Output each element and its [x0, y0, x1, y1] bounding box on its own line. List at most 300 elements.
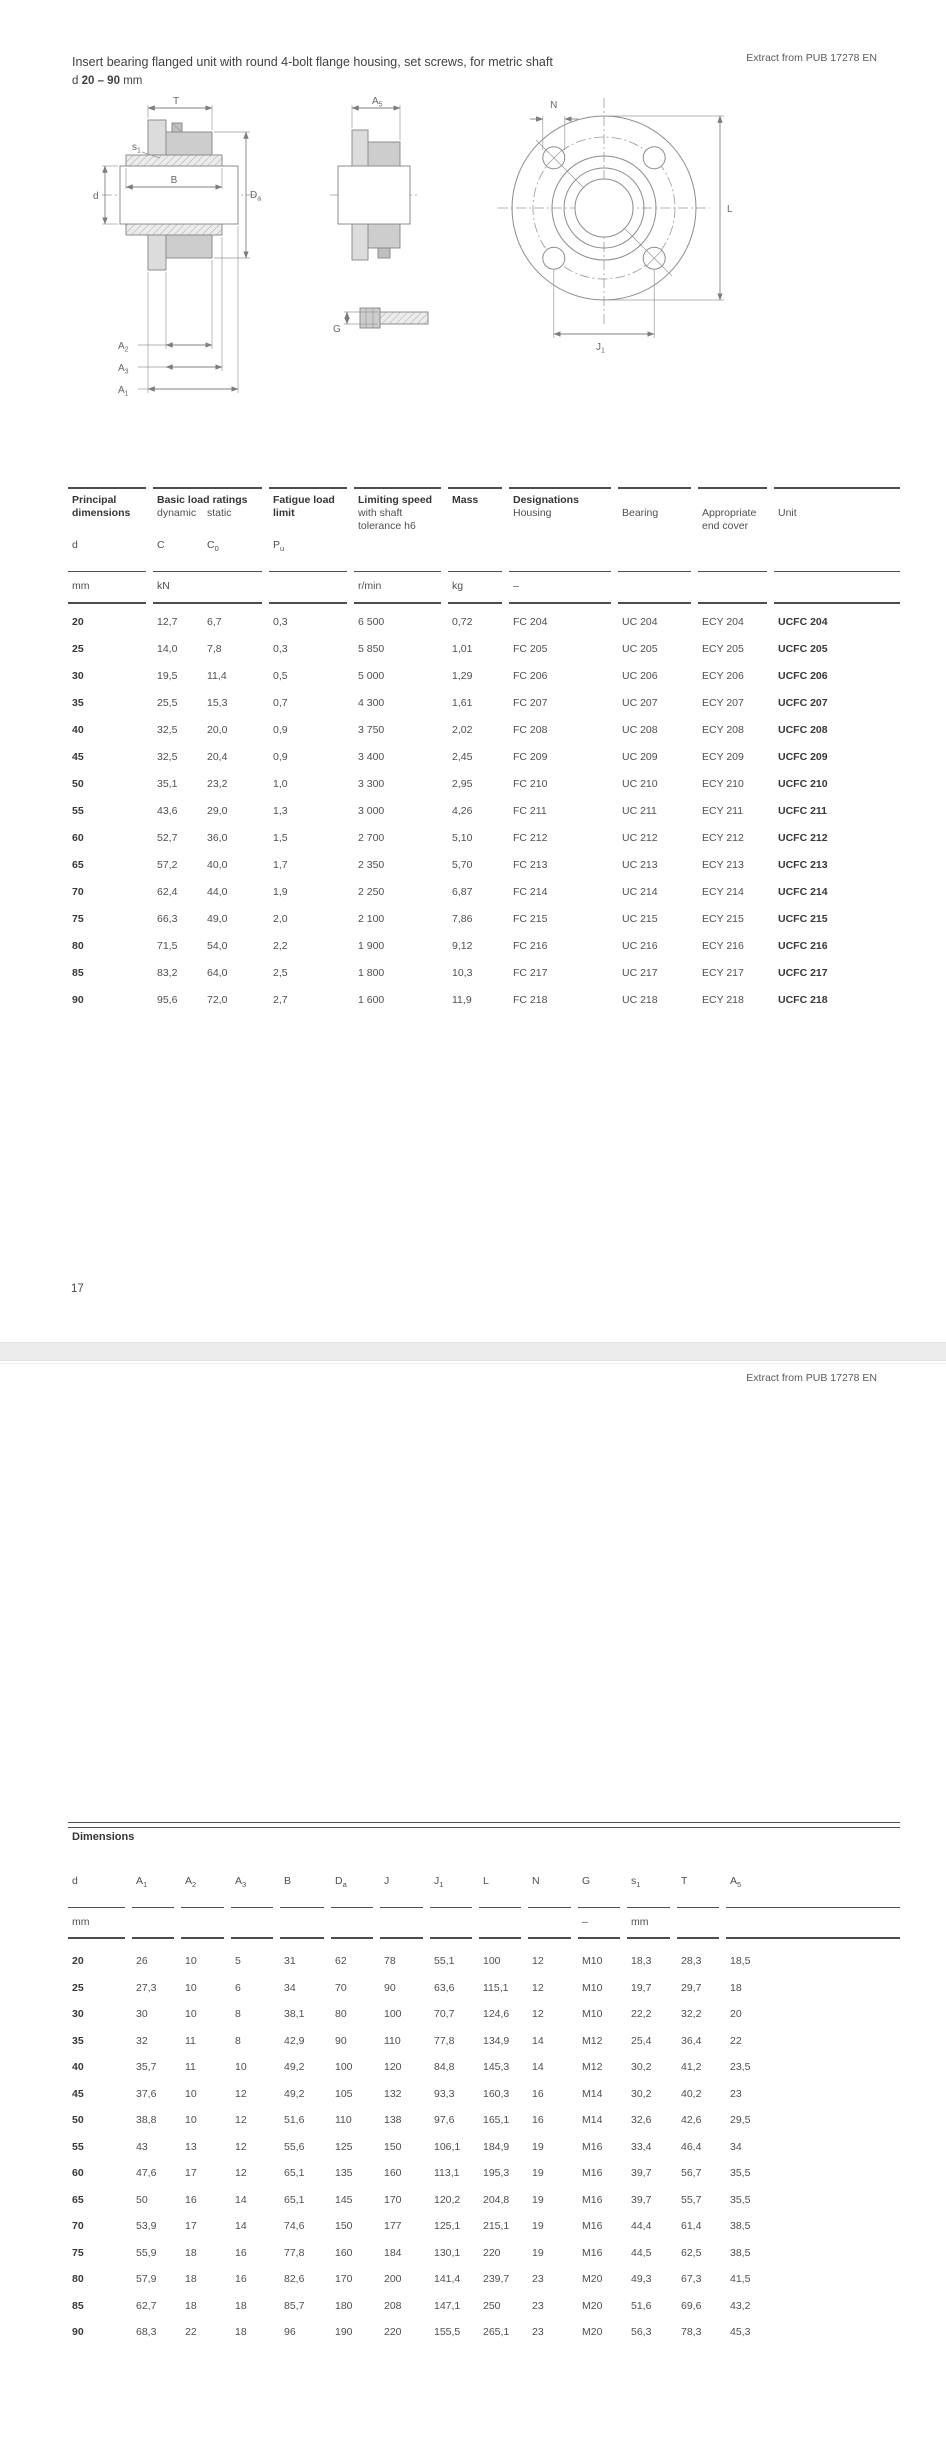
cell-limiting-speed: 2 350 [358, 858, 385, 871]
cell-Da: 125 [335, 2140, 353, 2153]
cell-end-cover: ECY 217 [702, 966, 744, 979]
subtitle-range: 20 – 90 [81, 75, 120, 87]
page-subtitle [72, 75, 142, 87]
cell-G: M16 [582, 2140, 603, 2153]
cell-A3: 8 [235, 2008, 241, 2021]
cell-limiting-speed: 3 000 [358, 804, 385, 817]
cell-A5: 29,5 [730, 2114, 751, 2127]
cell-bearing: UC 215 [622, 912, 658, 925]
cell-A3: 18 [235, 2326, 247, 2339]
col-symbol: G [582, 1875, 591, 1887]
cell-bearing: UC 216 [622, 939, 658, 952]
cell-N: 23 [532, 2326, 544, 2339]
cell-bearing: UC 211 [622, 804, 657, 817]
table-row [68, 689, 900, 716]
cell-G: M10 [582, 2008, 603, 2021]
col-symbol: B [284, 1875, 292, 1887]
cell-bearing: UC 204 [622, 615, 658, 628]
col-symbol-d: d [72, 539, 78, 551]
cell-mass: 1,01 [452, 642, 473, 655]
cell-dynamic-rating: 35,1 [157, 777, 178, 790]
cell-A2: 17 [185, 2167, 197, 2180]
col-header-housing: Housing [513, 507, 552, 519]
page-divider [0, 1342, 946, 1361]
cell-L: 115,1 [483, 1981, 509, 1994]
cell-B: 49,2 [284, 2087, 305, 2100]
cell-s1: 44,4 [631, 2220, 652, 2233]
col-header-limiting-sub2: tolerance h6 [358, 520, 416, 532]
page-number: 17 [71, 1283, 84, 1295]
cell-G: M12 [582, 2061, 603, 2074]
cell-L: 204,8 [483, 2193, 510, 2206]
cell-housing: FC 205 [513, 642, 548, 655]
cell-T: 62,5 [681, 2246, 702, 2259]
cell-d: 55 [72, 804, 84, 817]
cell-limiting-speed: 4 300 [358, 696, 385, 709]
cell-fatigue-limit: 0,9 [273, 723, 288, 736]
cell-T: 78,3 [681, 2326, 702, 2339]
cell-G: M10 [582, 1955, 603, 1968]
cell-d: 50 [72, 777, 84, 790]
cell-mass: 2,45 [452, 750, 473, 763]
cell-A3: 6 [235, 1981, 241, 1994]
col-header-principal: Principal [72, 494, 117, 506]
cell-bearing: UC 217 [622, 966, 658, 979]
table-row [68, 608, 900, 635]
cell-end-cover: ECY 207 [702, 696, 744, 709]
cell-J: 90 [384, 1981, 396, 1994]
cell-N: 19 [532, 2167, 544, 2180]
cell-s1: 49,3 [631, 2273, 652, 2286]
cell-bearing: UC 213 [622, 858, 658, 871]
cell-static-rating: 7,8 [207, 642, 222, 655]
cell-T: 41,2 [681, 2061, 702, 2074]
bolt-hole [643, 147, 665, 169]
cell-A3: 12 [235, 2087, 247, 2100]
cell-housing: FC 206 [513, 669, 548, 682]
cell-A3: 5 [235, 1955, 241, 1968]
cell-A2: 11 [185, 2034, 196, 2047]
cell-A5: 35,5 [730, 2193, 751, 2206]
table-row [68, 959, 900, 986]
cell-N: 12 [532, 1955, 544, 1968]
cell-A1: 43 [136, 2140, 148, 2153]
cell-limiting-speed: 2 250 [358, 885, 385, 898]
cell-A2: 10 [185, 1955, 197, 1968]
cell-housing: FC 208 [513, 723, 548, 736]
subtitle-symbol: d [72, 75, 79, 87]
col-header-limiting-speed: Limiting speed [358, 494, 433, 506]
cell-end-cover: ECY 204 [702, 615, 744, 628]
cell-d: 60 [72, 2167, 84, 2180]
cell-Da: 150 [335, 2220, 353, 2233]
table-row [68, 2054, 900, 2081]
cell-T: 61,4 [681, 2220, 702, 2233]
cell-d: 80 [72, 2273, 84, 2286]
cell-T: 40,2 [681, 2087, 702, 2100]
cell-A2: 17 [185, 2220, 197, 2233]
cell-G: M20 [582, 2299, 603, 2312]
table-row [68, 2160, 900, 2187]
dim-label-Da: $D_a$ [250, 190, 262, 203]
cell-mass: 1,29 [452, 669, 473, 682]
col-symbol: T [681, 1875, 688, 1887]
cell-s1: 56,3 [631, 2326, 652, 2339]
cell-N: 19 [532, 2193, 544, 2206]
cell-fatigue-limit: 1,3 [273, 804, 288, 817]
cell-J1: 113,1 [434, 2167, 460, 2180]
cell-N: 23 [532, 2299, 544, 2312]
cell-dynamic-rating: 66,3 [157, 912, 178, 925]
cell-mass: 0,72 [452, 615, 473, 628]
cell-J1: 63,6 [434, 1981, 455, 1994]
unit-cell: – [513, 579, 519, 592]
cell-fatigue-limit: 1,7 [273, 858, 288, 871]
dim-label-A2: $A_2$ [118, 341, 129, 354]
cell-unit-designation: UCFC 215 [778, 912, 828, 925]
cell-limiting-speed: 2 100 [358, 912, 385, 925]
cell-B: 31 [284, 1955, 296, 1968]
cell-J1: 130,1 [434, 2246, 461, 2259]
cell-J1: 84,8 [434, 2061, 455, 2074]
cell-A5: 45,3 [730, 2326, 751, 2339]
subtitle-unit: mm [123, 75, 143, 87]
cell-mass: 10,3 [452, 966, 473, 979]
cell-fatigue-limit: 2,7 [273, 993, 288, 1006]
cell-static-rating: 44,0 [207, 885, 228, 898]
cell-dynamic-rating: 57,2 [157, 858, 178, 871]
load-ratings-table [68, 487, 900, 1017]
cell-T: 55,7 [681, 2193, 702, 2206]
cell-unit-designation: UCFC 217 [778, 966, 828, 979]
cell-limiting-speed: 3 400 [358, 750, 385, 763]
cell-A1: 26 [136, 1955, 148, 1968]
cell-A2: 10 [185, 2008, 197, 2021]
cell-T: 69,6 [681, 2299, 702, 2312]
cell-bearing: UC 207 [622, 696, 658, 709]
cell-J1: 77,8 [434, 2034, 455, 2047]
cell-end-cover: ECY 218 [702, 993, 744, 1006]
cell-G: M20 [582, 2273, 603, 2286]
cell-Da: 180 [335, 2299, 353, 2312]
cell-static-rating: 40,0 [207, 858, 228, 871]
column-header-row [68, 1866, 900, 1896]
cell-d: 40 [72, 723, 84, 736]
col-header-unit: Unit [778, 507, 797, 519]
col-header-dynamic: dynamic [157, 507, 197, 519]
cell-d: 85 [72, 966, 84, 979]
table-row [68, 824, 900, 851]
cell-mass: 9,12 [452, 939, 473, 952]
table-row [68, 662, 900, 689]
cell-J: 138 [384, 2114, 402, 2127]
cell-d: 35 [72, 2034, 84, 2047]
cell-end-cover: ECY 212 [702, 831, 744, 844]
cell-L: 124,6 [483, 2008, 510, 2021]
col-symbol-C0: $C_0$ [207, 539, 219, 553]
front-section-view [93, 96, 261, 398]
cell-s1: 32,6 [631, 2114, 652, 2127]
cell-housing: FC 207 [513, 696, 548, 709]
table-title: Dimensions [72, 1831, 135, 1843]
cell-A1: 68,3 [136, 2326, 157, 2339]
cell-Da: 135 [335, 2167, 353, 2180]
cell-dynamic-rating: 32,5 [157, 750, 178, 763]
cell-housing: FC 216 [513, 939, 548, 952]
cell-A2: 22 [185, 2326, 197, 2339]
cell-A2: 10 [185, 1981, 197, 1994]
col-symbol: $s_1$ [631, 1875, 641, 1889]
cell-d: 50 [72, 2114, 84, 2127]
cell-Da: 90 [335, 2034, 347, 2047]
cell-A2: 18 [185, 2299, 197, 2312]
dim-label-A3: $A_3$ [118, 363, 129, 376]
cell-unit-designation: UCFC 210 [778, 777, 828, 790]
cell-housing: FC 209 [513, 750, 548, 763]
cell-dynamic-rating: 25,5 [157, 696, 178, 709]
cell-unit-designation: UCFC 211 [778, 804, 828, 817]
cell-J: 160 [384, 2167, 402, 2180]
cell-d: 85 [72, 2299, 84, 2312]
cell-L: 265,1 [483, 2326, 510, 2339]
unit-cell: mm [72, 579, 90, 592]
dim-label-A5: $A_5$ [372, 96, 383, 109]
cell-static-rating: 36,0 [207, 831, 228, 844]
bolt-hole [543, 247, 565, 269]
col-header-fatigue2: limit [273, 507, 295, 519]
cell-A3: 8 [235, 2034, 241, 2047]
units-row [68, 572, 900, 599]
cell-d: 30 [72, 669, 84, 682]
cell-B: 38,1 [284, 2008, 305, 2021]
cell-housing: FC 217 [513, 966, 548, 979]
cell-d: 45 [72, 750, 84, 763]
cell-fatigue-limit: 0,7 [273, 696, 288, 709]
cell-A5: 41,5 [730, 2273, 751, 2286]
cell-J1: 55,1 [434, 1955, 455, 1968]
cell-d: 30 [72, 2008, 84, 2021]
cell-A3: 14 [235, 2220, 247, 2233]
cell-d: 75 [72, 2246, 84, 2259]
cell-end-cover: ECY 209 [702, 750, 744, 763]
cell-static-rating: 72,0 [207, 993, 228, 1006]
cell-J1: 147,1 [434, 2299, 461, 2312]
cell-Da: 70 [335, 1981, 347, 1994]
cell-dynamic-rating: 95,6 [157, 993, 178, 1006]
cell-mass: 11,9 [452, 993, 472, 1006]
cell-A3: 12 [235, 2140, 247, 2153]
cell-limiting-speed: 1 900 [358, 939, 385, 952]
cell-A5: 18,5 [730, 1955, 751, 1968]
cell-limiting-speed: 1 800 [358, 966, 385, 979]
cell-d: 65 [72, 2193, 84, 2206]
cell-unit-designation: UCFC 216 [778, 939, 828, 952]
cell-mass: 5,10 [452, 831, 473, 844]
cell-d: 40 [72, 2061, 84, 2074]
cell-L: 250 [483, 2299, 501, 2312]
table-rule-header-bottom [68, 1937, 900, 1939]
cell-B: 51,6 [284, 2114, 305, 2127]
col-header-endcover: Appropriate [702, 507, 757, 519]
cell-dynamic-rating: 12,7 [157, 615, 178, 628]
cell-B: 65,1 [284, 2193, 305, 2206]
col-symbol: d [72, 1875, 78, 1887]
cell-unit-designation: UCFC 213 [778, 858, 828, 871]
cell-G: M20 [582, 2326, 603, 2339]
table-row [68, 1975, 900, 2002]
cell-G: M14 [582, 2087, 603, 2100]
cell-B: 74,6 [284, 2220, 305, 2233]
cell-N: 16 [532, 2114, 544, 2127]
cell-J1: 93,3 [434, 2087, 455, 2100]
cell-N: 19 [532, 2220, 544, 2233]
cell-J1: 70,7 [434, 2008, 455, 2021]
page-title: Insert bearing flanged unit with round 4-bolt flange housing, set screws, for metric shaft [72, 55, 553, 69]
cell-fatigue-limit: 1,0 [273, 777, 288, 790]
cell-mass: 2,95 [452, 777, 473, 790]
cell-fatigue-limit: 0,3 [273, 642, 288, 655]
cell-B: 77,8 [284, 2246, 305, 2259]
cell-Da: 145 [335, 2193, 353, 2206]
cell-J: 220 [384, 2326, 402, 2339]
cell-d: 20 [72, 615, 84, 628]
cell-s1: 33,4 [631, 2140, 652, 2153]
cell-L: 215,1 [483, 2220, 510, 2233]
dim-label-N: N [550, 100, 558, 111]
cell-Da: 80 [335, 2008, 347, 2021]
cell-L: 239,7 [483, 2273, 510, 2286]
cell-static-rating: 49,0 [207, 912, 228, 925]
cell-J: 132 [384, 2087, 402, 2100]
cell-static-rating: 20,0 [207, 723, 228, 736]
unit-cell: mm [72, 1916, 90, 1928]
unit-cell: – [582, 1916, 588, 1928]
cell-bearing: UC 210 [622, 777, 658, 790]
cell-A1: 62,7 [136, 2299, 157, 2312]
dim-label-L: L [727, 204, 733, 215]
cell-s1: 18,3 [631, 1955, 652, 1968]
technical-drawing [90, 92, 760, 402]
cell-fatigue-limit: 2,2 [273, 939, 288, 952]
cell-dynamic-rating: 62,4 [157, 885, 178, 898]
units-row [68, 1908, 900, 1936]
cell-limiting-speed: 3 750 [358, 723, 385, 736]
cell-A1: 35,7 [136, 2061, 157, 2074]
unit-cell: mm [631, 1916, 649, 1928]
cell-housing: FC 210 [513, 777, 548, 790]
col-header-static: static [207, 507, 232, 519]
cell-fatigue-limit: 0,9 [273, 750, 288, 763]
cell-d: 25 [72, 642, 84, 655]
col-symbol: $J_1$ [434, 1875, 444, 1889]
cell-dynamic-rating: 32,5 [157, 723, 178, 736]
table-row [68, 2081, 900, 2108]
cell-fatigue-limit: 0,3 [273, 615, 288, 628]
cell-J: 150 [384, 2140, 402, 2153]
cell-Da: 62 [335, 1955, 347, 1968]
cell-housing: FC 214 [513, 885, 548, 898]
cell-N: 16 [532, 2087, 544, 2100]
cell-J: 200 [384, 2273, 402, 2286]
cell-A5: 35,5 [730, 2167, 751, 2180]
cell-B: 85,7 [284, 2299, 305, 2312]
unit-cell: r/min [358, 579, 382, 592]
cell-bearing: UC 209 [622, 750, 658, 763]
col-symbol-C: C [157, 539, 165, 551]
cell-static-rating: 29,0 [207, 804, 228, 817]
table-row [68, 905, 900, 932]
cell-housing: FC 204 [513, 615, 548, 628]
cell-unit-designation: UCFC 214 [778, 885, 828, 898]
cell-limiting-speed: 2 700 [358, 831, 385, 844]
cell-d: 90 [72, 993, 84, 1006]
cell-Da: 110 [335, 2114, 352, 2127]
cell-B: 49,2 [284, 2061, 305, 2074]
cell-G: M16 [582, 2220, 603, 2233]
cell-L: 220 [483, 2246, 501, 2259]
cell-fatigue-limit: 2,0 [273, 912, 288, 925]
cell-G: M16 [582, 2193, 603, 2206]
table-row [68, 878, 900, 905]
table-row [68, 2107, 900, 2134]
cell-unit-designation: UCFC 218 [778, 993, 828, 1006]
cell-dynamic-rating: 83,2 [157, 966, 178, 979]
side-section-view [330, 96, 428, 335]
cell-unit-designation: UCFC 212 [778, 831, 828, 844]
col-symbol: $A_1$ [136, 1875, 148, 1889]
cell-limiting-speed: 6 500 [358, 615, 385, 628]
cell-dynamic-rating: 19,5 [157, 669, 178, 682]
dim-label-B: B [170, 175, 178, 186]
col-symbol-Pu: $P_u$ [273, 539, 285, 553]
table-row [68, 2213, 900, 2240]
cell-J1: 141,4 [434, 2273, 461, 2286]
cell-static-rating: 6,7 [207, 615, 222, 628]
cell-fatigue-limit: 0,5 [273, 669, 288, 682]
dim-label-T: T [172, 96, 180, 107]
cell-limiting-speed: 5 000 [358, 669, 385, 682]
cell-s1: 30,2 [631, 2087, 652, 2100]
cell-end-cover: ECY 206 [702, 669, 744, 682]
set-screw-stud [380, 312, 428, 324]
col-symbol: N [532, 1875, 540, 1887]
cell-dynamic-rating: 14,0 [157, 642, 178, 655]
cell-A1: 38,8 [136, 2114, 157, 2127]
cell-d: 70 [72, 885, 84, 898]
cell-end-cover: ECY 205 [702, 642, 744, 655]
cell-J1: 120,2 [434, 2193, 461, 2206]
table-row [68, 743, 900, 770]
cell-T: 28,3 [681, 1955, 702, 1968]
dimensions-table [68, 1822, 900, 2367]
cell-A5: 22 [730, 2034, 742, 2047]
cell-A1: 37,6 [136, 2087, 157, 2100]
table-row [68, 635, 900, 662]
cell-end-cover: ECY 208 [702, 723, 744, 736]
cell-static-rating: 54,0 [207, 939, 228, 952]
cell-A5: 43,2 [730, 2299, 751, 2312]
cell-A2: 16 [185, 2193, 197, 2206]
dim-label-d: d [93, 191, 99, 202]
cell-L: 184,9 [483, 2140, 510, 2153]
cell-A5: 38,5 [730, 2220, 751, 2233]
table-row [68, 1948, 900, 1975]
col-header-endcover2: end cover [702, 520, 749, 532]
table-row [68, 716, 900, 743]
cell-Da: 190 [335, 2326, 353, 2339]
cell-J: 170 [384, 2193, 402, 2206]
cell-T: 29,7 [681, 1981, 702, 1994]
